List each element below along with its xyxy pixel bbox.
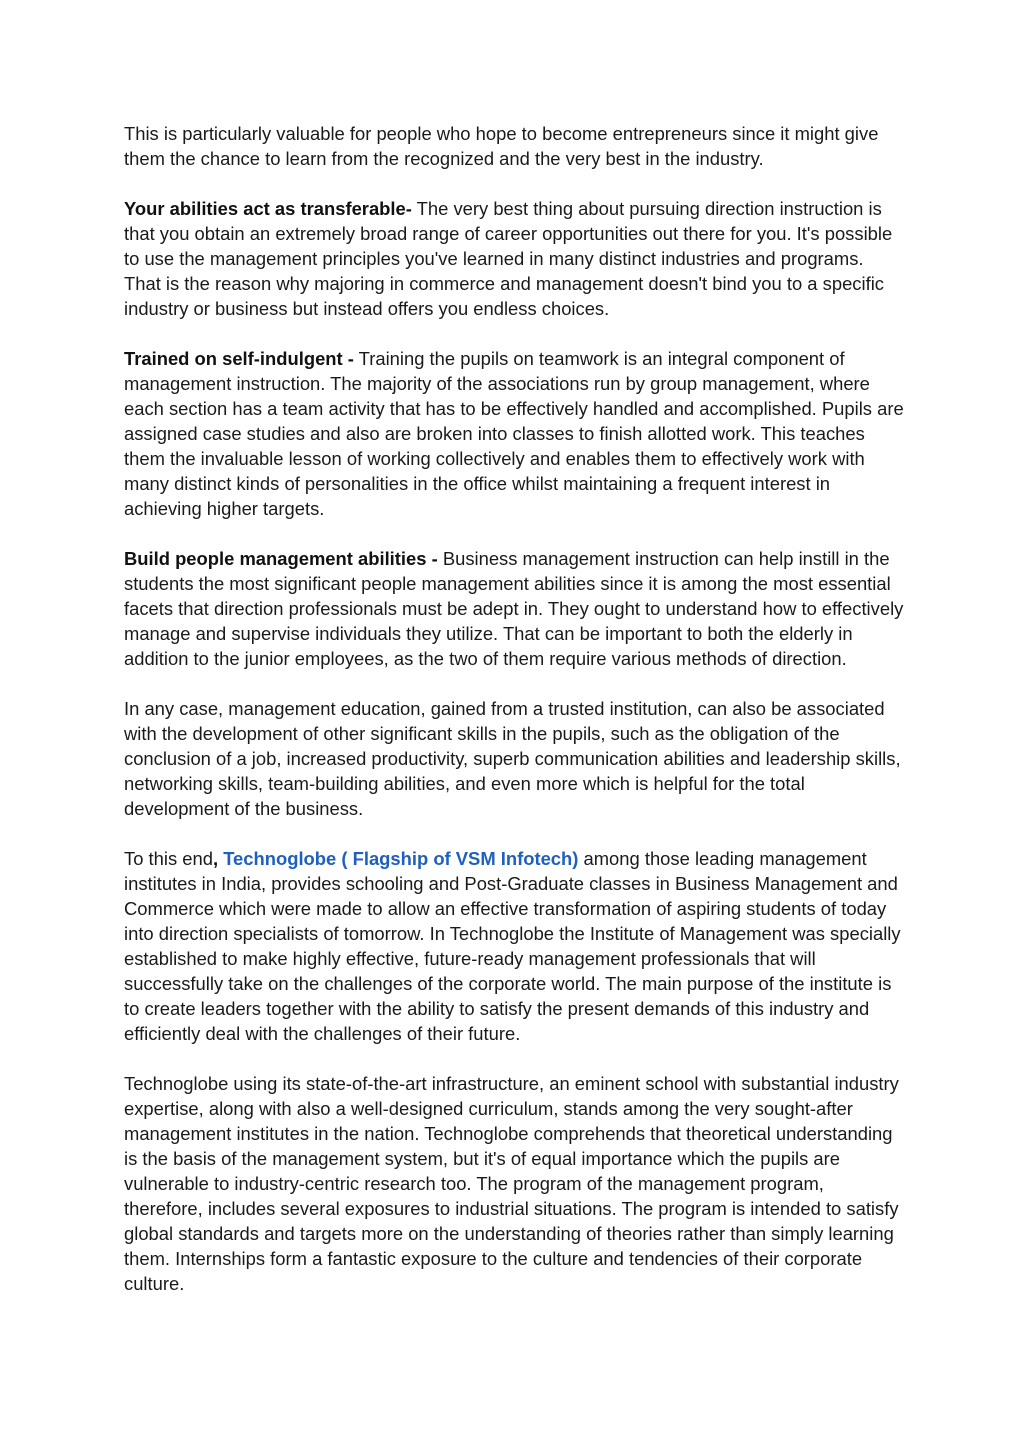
paragraph-text: Business management instruction can help instill in the students the most significant people management abilities since it is among the most essential facets that direction professionals must be adept in. They ought to understand how to effectively manage and supervise individuals they utilize. That can be important to both the elderly in addition to the junior employees, as the two of them require various methods of direction. [124, 548, 904, 669]
paragraph-transferable-abilities [124, 196, 904, 321]
paragraph-management-education [124, 696, 904, 821]
paragraph-text: Technoglobe using its state-of-the-art infrastructure, an eminent school with substantial industry expertise, along with also a well-designed curriculum, stands among the very sought-after management institutes in the nation. Technoglobe comprehends that theoretical understanding is the basis of the management system, but it's of equal importance which the pupils are vulnerable to industry-centric research too. The program of the management program, therefore, includes several exposures to industrial situations. The program is intended to satisfy global standards and targets more on the understanding of theories rather than simply learning them. Internships form a fantastic exposure to the culture and tendencies of their corporate culture. [124, 1073, 899, 1294]
paragraph-text: Training the pupils on teamwork is an integral component of management instruction. The majority of the associations run by group management, where each section has a team activity that has to be effectively handled and accomplished. Pupils are assigned case studies and also are broken into classes to finish allotted work. This teaches them the invaluable lesson of working collectively and enables them to effectively work with many distinct kinds of personalities in the office whilst maintaining a frequent interest in achieving higher targets. [124, 348, 904, 519]
paragraph-prefix: To this end [124, 848, 213, 869]
paragraph-technoglobe-infrastructure [124, 1071, 904, 1296]
paragraph-people-management [124, 546, 904, 671]
technoglobe-link[interactable]: Technoglobe ( Flagship of VSM Infotech) [218, 848, 579, 869]
paragraph-text: This is particularly valuable for people who hope to become entrepreneurs since it might give them the chance to learn from the recognized and the very best in the industry. [124, 123, 879, 169]
paragraph-heading: Trained on self-indulgent - [124, 348, 354, 369]
paragraph-technoglobe-intro [124, 846, 904, 1046]
paragraph-heading: Your abilities act as transferable- [124, 198, 412, 219]
paragraph-teamwork [124, 346, 904, 521]
paragraph-text: among those leading management institutes in India, provides schooling and Post-Graduate classes in Business Management and Commerce which were made to allow an effective transformation of aspiring students of today into direction specialists of tomorrow. In Technoglobe the Institute of Management was specially established to make highly effective, future-ready management professionals that will successfully take on the challenges of the corporate world. The main purpose of the institute is to create leaders together with the ability to satisfy the present demands of this industry and efficiently deal with the challenges of their future. [124, 848, 901, 1044]
paragraph-heading: Build people management abilities - [124, 548, 438, 569]
paragraph-text: In any case, management education, gained from a trusted institution, can also be associated with the development of other significant skills in the pupils, such as the obligation of the conclusion of a job, increased productivity, superb communication abilities and leadership skills, networking skills, team-building abilities, and even more which is helpful for the total development of the business. [124, 698, 901, 819]
paragraph-entrepreneurs [124, 121, 904, 171]
paragraph-comma: , [212, 848, 219, 869]
paragraph-text: The very best thing about pursuing direction instruction is that you obtain an extremely broad range of career opportunities out there for you. It's possible to use the management principles you've learned in many distinct industries and programs. That is the reason why majoring in commerce and management doesn't bind you to a specific industry or business but instead offers you endless choices. [124, 198, 893, 319]
document-body [124, 121, 904, 1296]
